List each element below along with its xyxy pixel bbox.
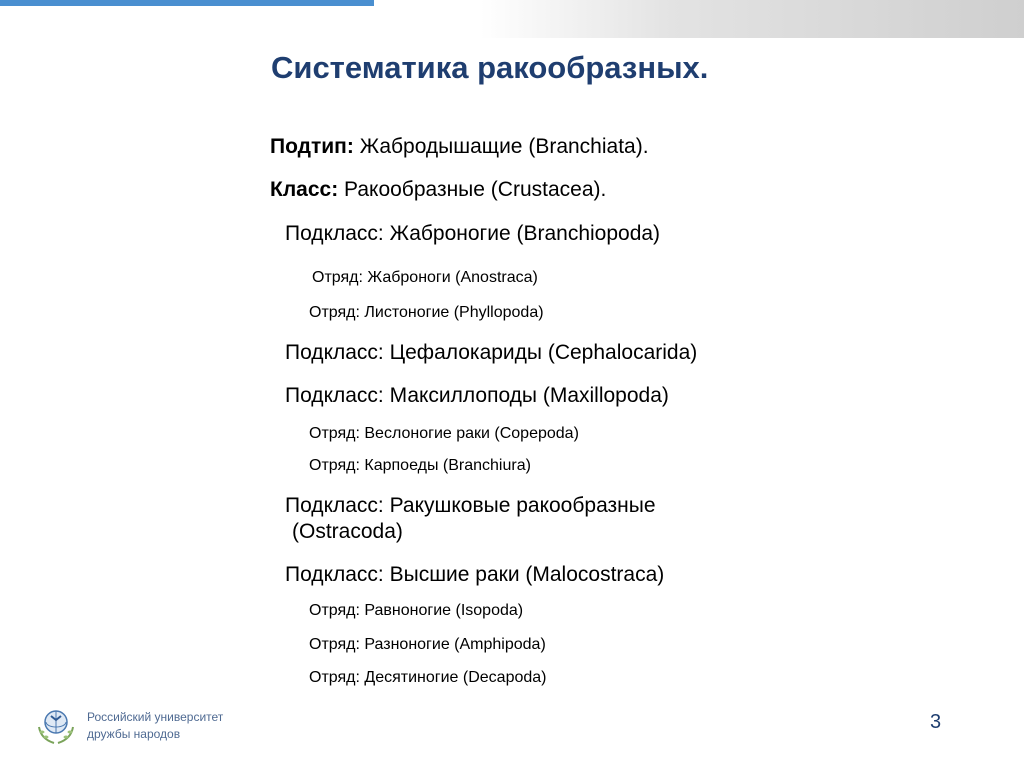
university-name-line1: Российский университет — [87, 710, 224, 724]
slide-title: Систематика ракообразных. — [271, 50, 709, 85]
class-line — [270, 178, 606, 202]
university-name — [87, 709, 223, 743]
subclass-branchiopoda: Подкласс: Жаброногие (Branchiopoda) — [285, 222, 661, 245]
class-value: Ракообразные (Crustacea). — [338, 178, 607, 201]
subclass-ostracoda-continued: (Ostracoda) — [292, 520, 403, 543]
subtype-line — [270, 135, 649, 159]
top-accent-bar — [0, 0, 374, 6]
university-emblem-icon — [35, 705, 77, 747]
order-isopoda: Отряд: Равноногие (Isopoda) — [309, 602, 524, 619]
subclass-maxillopoda: Подкласс: Максиллоподы (Maxillopoda) — [285, 384, 669, 407]
subtype-value: Жабродышащие (Branchiata). — [353, 135, 649, 158]
order-copepoda: Отряд: Веслоногие раки (Copepoda) — [309, 425, 579, 442]
order-decapoda: Отряд: Десятиногие (Decapoda) — [309, 669, 547, 686]
order-amphipoda: Отряд: Разноногие (Amphipoda) — [309, 636, 546, 653]
class-label: Класс: — [270, 178, 339, 201]
order-phyllopoda: Отряд: Листоногие (Phyllopoda) — [309, 304, 544, 321]
page-number: 3 — [930, 711, 942, 733]
top-gradient-bar — [480, 0, 1024, 38]
subclass-ostracoda: Подкласс: Ракушковые ракообразные — [285, 494, 656, 517]
order-branchiura: Отряд: Карпоеды (Branchiura) — [309, 457, 531, 474]
subtype-label: Подтип: — [270, 135, 354, 158]
subclass-malocostraca: Подкласс: Высшие раки (Malocostraca) — [285, 563, 665, 586]
university-name-line2: дружбы народов — [87, 727, 181, 741]
subclass-cephalocarida: Подкласс: Цефалокариды (Cephalocarida) — [285, 341, 698, 364]
order-anostraca: Отряд: Жаброноги (Anostraca) — [312, 269, 538, 286]
